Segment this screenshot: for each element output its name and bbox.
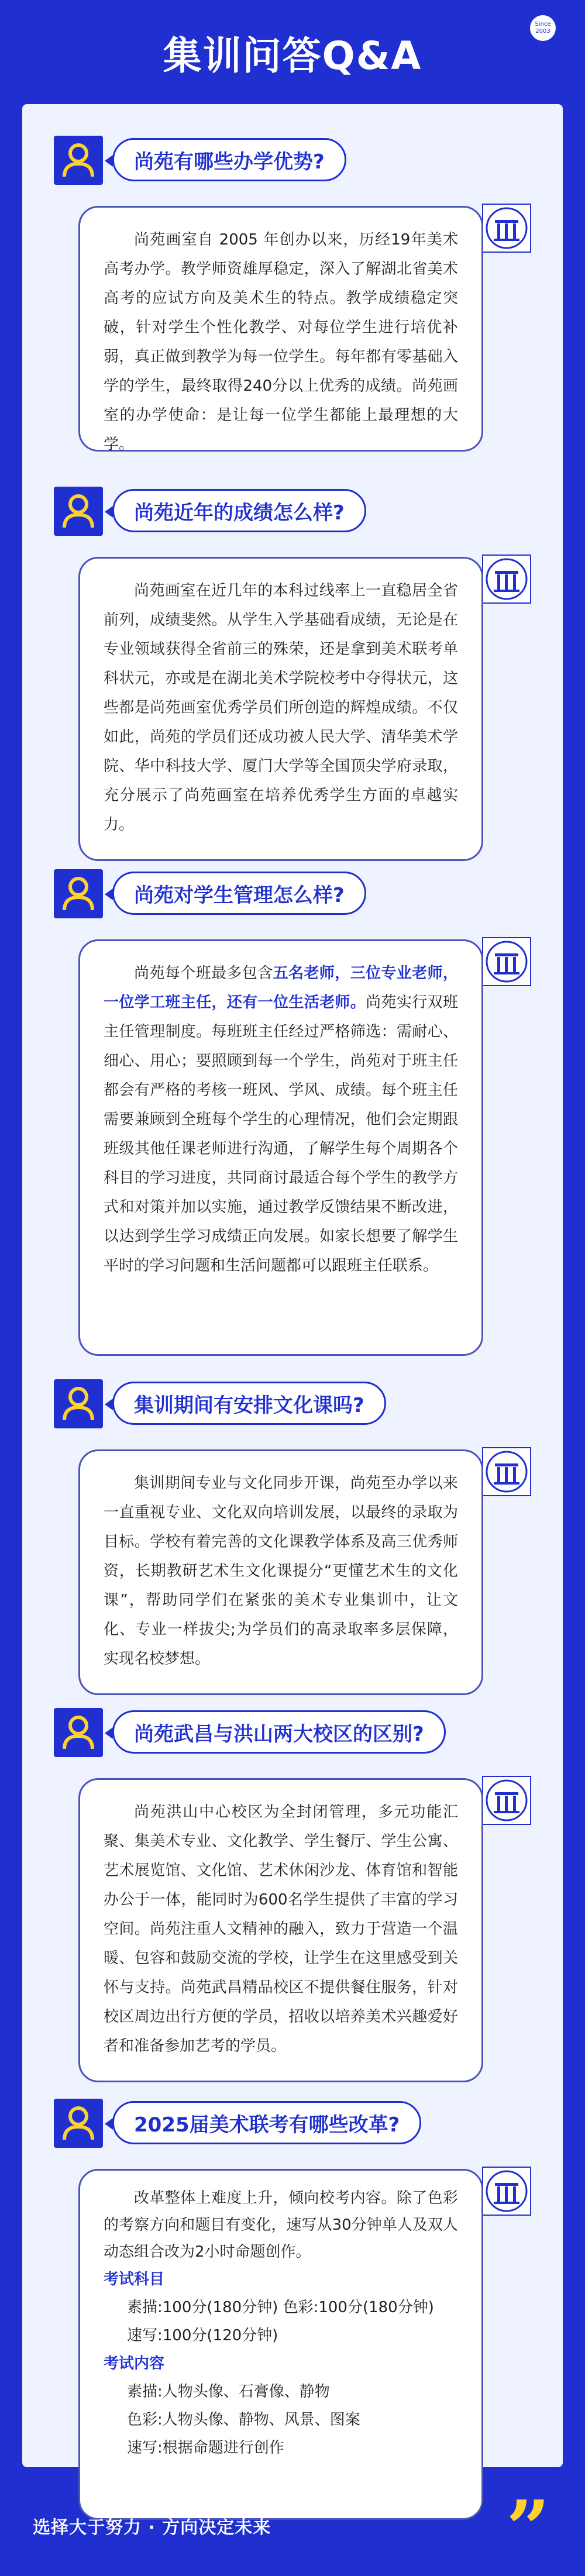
school-gate-logo-icon (482, 2167, 531, 2216)
content-item: 素描:人物头像、石膏像、静物 (127, 2383, 330, 2401)
person-icon (54, 1708, 103, 1757)
answer-text: 尚苑洪山中心校区为全封闭管理，多元功能汇聚、集美术专业、文化教学、学生餐厅、学生公寓、艺术展览馆、文化馆、艺术休闲沙龙、体育馆和智能办公于一体，能同时为600名学生提供了丰富的学习空间。尚苑注重人文精神的融入，致力于营造一个温暖、包容和鼓励交流的学校，让学生在这里感受到关怀与支持。尚苑武昌精品校区不提供餐住服务，针对校区周边出行方便的学员，招收以培养美术兴趣爱好者和准备参加艺考的学员。 (104, 1803, 458, 2055)
question-bubble (112, 1710, 446, 1754)
page-title: 集训问答Q&A (163, 33, 422, 78)
school-gate-logo-icon (482, 204, 531, 253)
since-logo-icon: Since 2003 (530, 15, 556, 41)
school-gate-logo-icon (482, 1447, 531, 1496)
content-heading: 考试内容 (104, 2355, 165, 2372)
question-text: 集训期间有安排文化课吗? (134, 1393, 364, 1417)
answer-bubble (78, 557, 483, 861)
person-icon (54, 136, 103, 185)
question-row (54, 2099, 534, 2148)
answer-text-post: 尚苑实行双班主任管理制度。每班班主任经过严格筛选：需耐心、细心、用心；要照顾到每一个学生，尚苑对于班主任都会有严格的考核一班风、学风、成绩。每个班主任需要兼顾到全班每个学生的心理情况，他们会定期跟班级其他任课老师进行沟通，了解学生每个周期各个科目的学习进度，共同商讨最适合每个学生的教学方式和对策并加以实施，通过教学反馈结果不断改进，以达到学生学习成绩正向发展。如家长想要了解学生平时的学习问题和生活问题都可以跟班主任联系。 (104, 994, 458, 1275)
subjects-heading: 考试科目 (104, 2271, 165, 2288)
school-gate-logo-icon (482, 555, 531, 604)
question-row (54, 1379, 534, 1428)
person-icon (54, 487, 103, 536)
question-bubble (112, 1382, 386, 1425)
answer-text: 尚苑画室在近几年的本科过线率上一直稳居全省前列，成绩斐然。从学生入学基础看成绩，无论是在专业领域获得全省前三的殊荣，还是拿到美术联考单科状元，亦或是在湖北美术学院校考中夺得状元，这些都是尚苑画室优秀学员们所创造的辉煌成绩。不仅如此，尚苑的学员们还成功被人民大学、清华美术学院、华中科技大学、厦门大学等全国顶尖学府录取，充分展示了尚苑画室在培养优秀学生方面的卓越实力。 (104, 582, 458, 834)
footer-slogan: 选择大于努力 · 方向决定未来 (33, 2518, 271, 2538)
question-text: 2025届美术联考有哪些改革? (134, 2113, 400, 2137)
person-icon (54, 869, 103, 918)
content-item: 色彩:人物头像、静物、风景、图案 (127, 2411, 360, 2429)
qa-panel (22, 104, 563, 2467)
question-text: 尚苑武昌与洪山两大校区的区别? (134, 1722, 424, 1746)
school-gate-logo-icon (482, 937, 531, 986)
question-row (54, 1708, 534, 1757)
question-bubble (112, 2101, 421, 2144)
quote-mark-icon: ” (506, 2484, 550, 2573)
answer-bubble (78, 1778, 483, 2082)
header (0, 0, 585, 102)
question-row (54, 487, 534, 536)
subject-item: 素描:100分(180分钟) 色彩:100分(180分钟) (127, 2299, 434, 2316)
question-row (54, 869, 534, 918)
answer-highlight: 五名老师，三位专业老师，一位学工班主任，还有一位生活老师。 (104, 965, 458, 1011)
footer (0, 2467, 585, 2576)
question-row (54, 136, 534, 185)
question-text: 尚苑有哪些办学优势? (134, 150, 325, 174)
subject-item: 速写:100分(120分钟) (127, 2327, 278, 2344)
question-bubble (112, 872, 366, 915)
content-item: 速写:根据命题进行创作 (127, 2439, 284, 2457)
answer-bubble (78, 1449, 483, 1695)
answer-text: 集训期间专业与文化同步开课，尚苑至办学以来一直重视专业、文化双向培训发展，以最终的录取为目标。学校有着完善的文化课教学体系及高三优秀师资，长期教研艺术生文化课提分“更懂艺术生的文化课”，帮助同学们在紧张的美术专业集训中，让文化、专业一样拔尖;为学员们的高录取率多层保障，实现名校梦想。 (104, 1475, 458, 1668)
person-icon (54, 2099, 103, 2148)
question-bubble (112, 138, 346, 181)
answer-bubble (78, 939, 483, 1356)
answer-text-pre: 尚苑每个班最多包含 (134, 965, 273, 982)
answer-bubble (78, 206, 483, 452)
question-bubble (112, 489, 366, 532)
answer-intro: 改革整体上难度上升，倾向校考内容。除了色彩的考察方向和题目有变化，速写从30分钟单人及双人动态组合改为2小时命题创作。 (104, 2189, 458, 2261)
question-text: 尚苑近年的成绩怎么样? (134, 501, 345, 525)
answer-text: 尚苑画室自 2005 年创办以来，历经19年美术高考办学。教学师资雄厚稳定，深入了解湖北省美术高考的应试方向及美术生的特点。教学成绩稳定突破，针对学生个性化教学、对每位学生进行培优补弱，真正做到教学为每一位学生。每年都有零基础入学的学生，最终取得240分以上优秀的成绩。尚苑画室的办学使命：是让每一位学生都能上最理想的大学。 (104, 231, 458, 453)
question-text: 尚苑对学生管理怎么样? (134, 883, 345, 907)
person-icon (54, 1379, 103, 1428)
answer-text (104, 959, 458, 1280)
school-gate-logo-icon (482, 1776, 531, 1825)
